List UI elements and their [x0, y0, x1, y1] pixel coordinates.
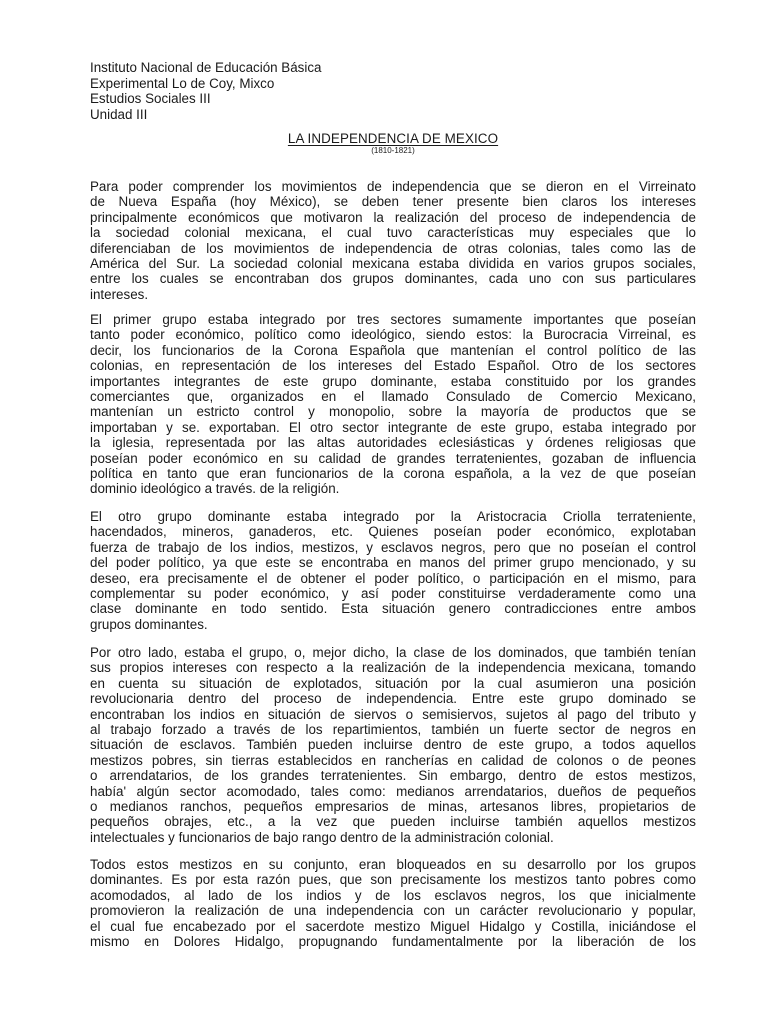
paragraph-line: deseo, era precisamente el de obtener el poder político, o participación en el mismo, para — [90, 570, 696, 586]
paragraph-line: o arrendatarios, de los grandes terratenientes. Sin embargo, dentro de estos mestizos, — [90, 768, 696, 784]
paragraph-line: política en tanto que eran funcionarios de la corona española, a la vez de que poseían — [90, 465, 696, 481]
paragraph-line: del poder político, ya que este se encontraba en manos del primer grupo mencionado, y su — [90, 555, 696, 571]
paragraph-line: mismo en Dolores Hidalgo, propugnando fundamentalmente por la liberación de los — [90, 933, 696, 949]
paragraph-line: comerciantes que, organizados en el llamado Consulado de Comercio Mexicano, — [90, 388, 696, 404]
paragraph-line: El primer grupo estaba integrado por tres sectores sumamente importantes que poseían — [90, 312, 696, 327]
paragraph-line: Todos estos mestizos en su conjunto, eran bloqueados en su desarrollo por los grupos — [90, 857, 696, 872]
header-institution: Instituto Nacional de Educación Básica — [90, 60, 322, 75]
paragraph-4 — [90, 645, 696, 845]
paragraph-line: importaban y se. exportaban. El otro sector integrante de este grupo, estaba integrado por — [90, 419, 696, 435]
paragraph-line: América del Sur. La sociedad colonial mexicana estaba dividida en varios grupos sociales, — [90, 255, 696, 271]
paragraph-line: dominio ideológico a través. de la religión. — [90, 481, 340, 497]
paragraph-line: o medianos ranchos, pequeños empresarios de minas, artesanos libres, propietarios de — [90, 798, 696, 814]
paragraph-line: situación de esclavos. También pueden incluirse dentro de este grupo, a todos aquellos — [90, 737, 696, 753]
paragraph-line: El otro grupo dominante estaba integrado por la Aristocracia Criolla terrateniente, — [90, 509, 696, 524]
paragraph-line: decir, los funcionarios de la Corona Española que mantenían el control político de las — [90, 342, 696, 358]
paragraph-5 — [90, 857, 696, 949]
paragraph-line: diferenciaban de los movimientos de independencia de otras colonias, tales como las de — [90, 240, 696, 256]
paragraph-line: dominantes. Es por esta razón pues, que son precisamente los mestizos tanto pobres como — [90, 872, 696, 888]
paragraph-line: poseían poder económico en su calidad de grandes terratenientes, gozaban de influencia — [90, 450, 696, 466]
paragraph-line: Para poder comprender los movimientos de independencia que se dieron en el Virreinato — [90, 179, 696, 194]
paragraph-line: encontraban los indios en situación de siervos o semisiervos, sujetos al pago del tributo y — [90, 706, 696, 722]
paragraph-line: principalmente económicos que motivaron la realización del proceso de independencia de — [90, 209, 696, 225]
paragraph-line: intereses. — [90, 286, 149, 302]
header-unit: Unidad III — [90, 106, 148, 122]
paragraph-3 — [90, 509, 696, 632]
paragraph-line: la sociedad colonial mexicana, el cual tuvo características muy especiales que lo — [90, 225, 696, 241]
paragraph-line: sus propios intereses con respecto a la realización de la independencia mexicana, tomando — [90, 660, 696, 676]
header-location: Experimental Lo de Coy, Mixco — [90, 75, 275, 91]
document-subtitle-years: (1810-1821) — [371, 146, 415, 155]
document-page — [90, 60, 696, 949]
title-block — [90, 131, 696, 155]
paragraph-line: al trabajo forzado a través de los repartimientos, también un fuerte sector de negros en — [90, 721, 696, 737]
paragraph-line: clase dominante en todo sentido. Esta situación genero contradicciones entre ambos — [90, 601, 696, 617]
paragraph-line: hacendados, mineros, ganaderos, etc. Quienes poseían poder económico, explotaban — [90, 524, 696, 540]
paragraph-line: intelectuales y funcionarios de bajo rango dentro de la administración colonial. — [90, 829, 554, 845]
paragraph-line: colonias, en representación de los intereses del Estado Español. Otro de los sectores — [90, 358, 696, 374]
paragraph-1 — [90, 179, 696, 302]
paragraph-line: pequeños obrajes, etc., a la vez que pueden incluirse también aquellos mestizos — [90, 814, 696, 830]
paragraph-line: grupos dominantes. — [90, 616, 208, 632]
document-title: LA INDEPENDENCIA DE MEXICO — [287, 131, 499, 146]
paragraph-line: promovieron la realización de una independencia con un carácter revolucionario y popular, — [90, 903, 696, 919]
paragraph-line: mestizos pobres, sin tierras establecidos en rancherías en calidad de colonos o de peones — [90, 752, 696, 768]
paragraph-line: fuerza de trabajo de los indios, mestizos, y esclavos negros, pero que no poseían el control — [90, 539, 696, 555]
paragraph-line: revolucionaria dentro del proceso de independencia. Entre este grupo dominado se — [90, 691, 696, 707]
paragraph-line: importantes integrantes de este grupo dominante, estaba constituido por los grandes — [90, 373, 696, 389]
paragraph-line: el cual fue encabezado por el sacerdote mestizo Miguel Hidalgo y Costilla, iniciándose el — [90, 918, 696, 934]
paragraph-line: complementar su poder económico, y así poder constituirse verdaderamente como una — [90, 585, 696, 601]
paragraph-line: Por otro lado, estaba el grupo, o, mejor dicho, la clase de los dominados, que también tenían — [90, 645, 696, 660]
paragraph-line: acomodados, al lado de los indios y de los esclavos negros, los que inicialmente — [90, 887, 696, 903]
paragraph-line: la iglesia, representada por las altas autoridades eclesiásticas y órdenes religiosas que — [90, 435, 696, 451]
school-header — [90, 60, 696, 122]
header-course: Estudios Sociales III — [90, 91, 211, 106]
paragraph-2 — [90, 312, 696, 497]
paragraph-line: en cuenta su situación de explotados, situación por la cual asumieron una posición — [90, 675, 696, 691]
paragraph-line: mantenían un estricto control y monopolio, sobre la mayoría de productos que se — [90, 404, 696, 420]
paragraph-line: había' algún sector acomodado, tales como: medianos arrendatarios, dueños de pequeños — [90, 783, 696, 799]
paragraph-line: entre los cuales se encontraban dos grupos dominantes, cada uno con sus particulares — [90, 271, 696, 287]
paragraph-line: de Nueva España (hoy México), se deben tener presente bien claros los intereses — [90, 194, 696, 210]
paragraph-line: tanto poder económico, político como ideológico, siendo estos: la Burocracia Virreinal, es — [90, 327, 696, 343]
